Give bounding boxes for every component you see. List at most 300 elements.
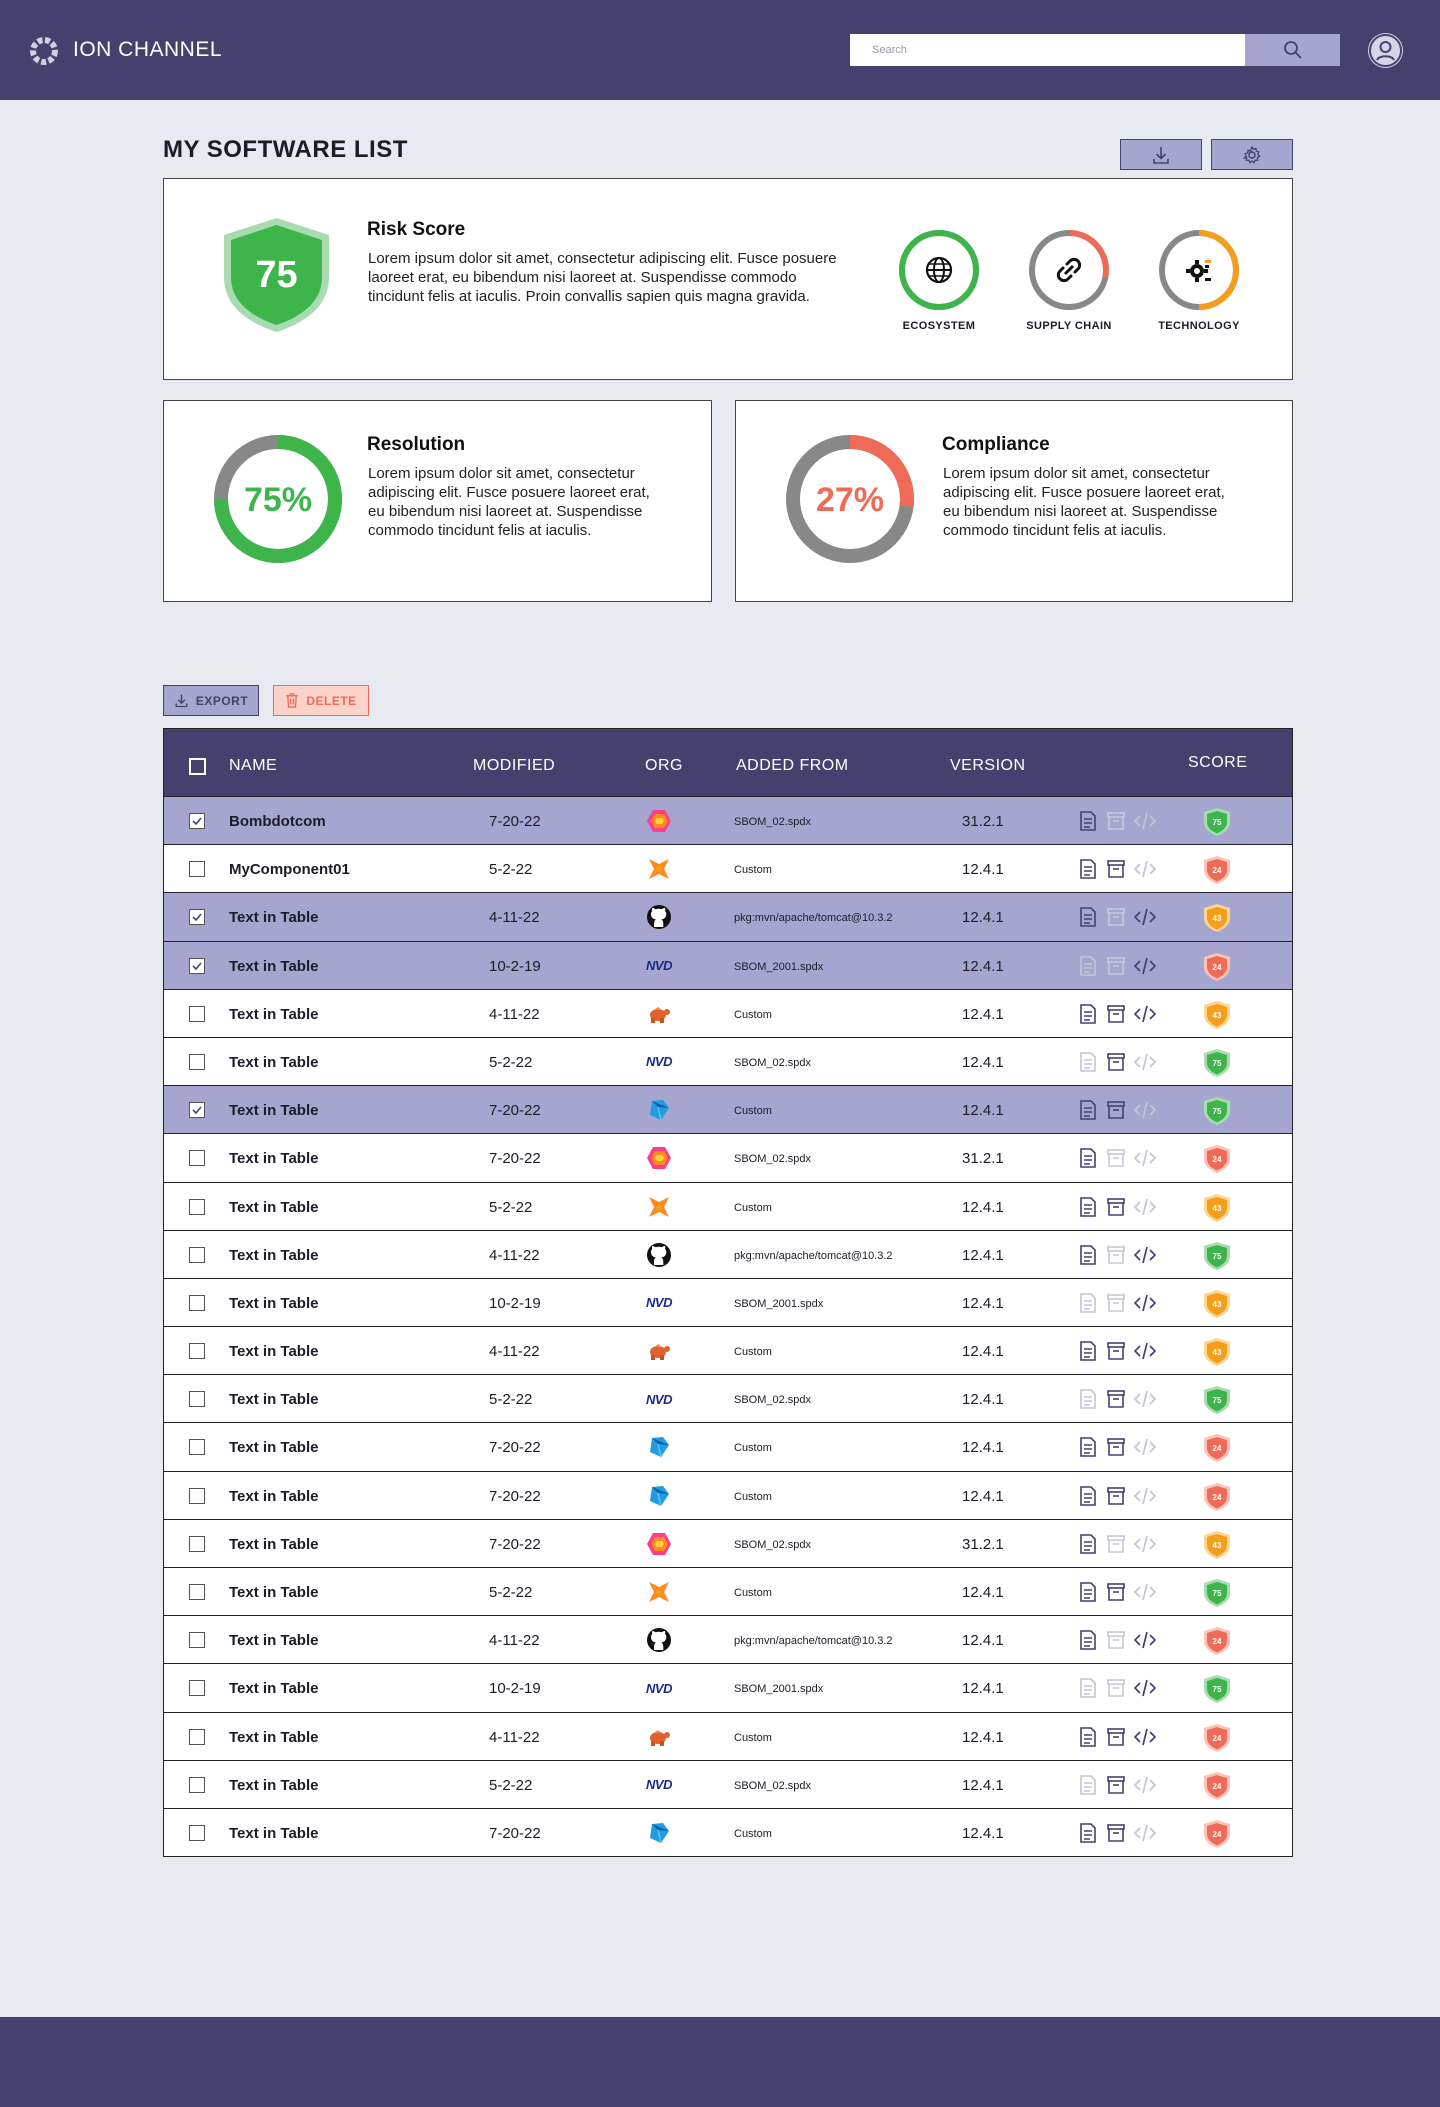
document-icon[interactable] [1077,1629,1099,1651]
ion-channel-logo-icon[interactable] [28,35,60,67]
row-name[interactable]: Text in Table [229,1150,319,1168]
score-badge [1203,1337,1231,1367]
document-icon[interactable] [1077,1774,1099,1796]
check-icon [191,911,203,923]
brand-name[interactable]: ION CHANNEL [73,38,223,61]
table-row[interactable] [164,1085,1292,1133]
compliance-card [735,400,1293,602]
org-nvd-icon: NVD [646,1391,672,1407]
document-icon[interactable] [1077,1677,1099,1699]
search-button[interactable] [1245,34,1340,66]
row-checkbox[interactable] [189,1343,205,1359]
svg-text:43: 43 [1212,1010,1222,1020]
document-icon[interactable] [1077,1147,1099,1169]
row-modified: 5-2-22 [489,861,533,879]
row-added-from: Custom [734,1008,772,1021]
table-row[interactable] [164,1278,1292,1326]
score-badge [1203,1000,1231,1030]
document-icon[interactable] [1077,1726,1099,1748]
code-icon[interactable] [1133,1485,1155,1507]
row-checkbox[interactable] [189,1199,205,1215]
code-icon[interactable] [1133,1388,1155,1410]
row-name[interactable]: Text in Table [229,1005,319,1023]
row-name[interactable]: Text in Table [229,1053,319,1071]
row-version: 12.4.1 [962,1053,1004,1071]
score-badge [1203,1819,1231,1849]
score-badge [1203,1096,1231,1126]
ecosystem-gauge[interactable] [897,228,981,312]
score-badge [1203,1530,1231,1560]
technology-gauge[interactable] [1157,228,1241,312]
row-checkbox[interactable] [189,1825,205,1841]
software-table [163,728,1293,1857]
row-checkbox[interactable] [189,1391,205,1407]
tech-gear-icon [1186,260,1211,282]
row-checkbox[interactable] [189,1247,205,1263]
row-name[interactable]: Text in Table [229,1294,319,1312]
delete-label: DELETE [306,693,357,708]
svg-text:24: 24 [1212,1444,1222,1454]
row-version: 12.4.1 [962,1246,1004,1264]
score-badge [1203,1289,1231,1319]
row-checkbox[interactable] [189,1102,205,1118]
code-icon[interactable] [1133,1629,1155,1651]
table-row[interactable] [164,989,1292,1037]
export-button[interactable] [163,685,259,716]
score-badge [1203,1241,1231,1271]
resolution-description: Lorem ipsum dolor sit amet, consectetur adipiscing elit. Fusce posuere laoreet erat, eu bibendum nisi laoreet at. Suspendisse commodo tincidunt felis at iaculis. [368,465,650,539]
download-button[interactable] [1120,139,1202,170]
row-modified: 4-11-22 [489,1246,540,1264]
header-modified[interactable]: MODIFIED [473,757,556,774]
search-input[interactable] [850,34,1245,66]
row-modified: 5-2-22 [489,1776,533,1794]
row-modified: 4-11-22 [489,909,540,927]
row-version: 12.4.1 [962,1294,1004,1312]
code-icon[interactable] [1133,1581,1155,1603]
row-name[interactable]: Text in Table [229,1246,319,1264]
row-name[interactable]: Text in Table [229,1343,319,1361]
row-checkbox[interactable] [189,1488,205,1504]
compliance-value: 27% [815,481,885,519]
row-modified: 10-2-19 [489,1680,541,1698]
footer-bar [0,2017,1440,2107]
row-checkbox[interactable] [189,1006,205,1022]
document-icon[interactable] [1077,1533,1099,1555]
svg-text:24: 24 [1212,1829,1222,1839]
row-modified: 4-11-22 [489,1728,540,1746]
row-added-from: Custom [734,1105,772,1118]
globe-icon [927,258,951,282]
row-checkbox[interactable] [189,909,205,925]
row-checkbox[interactable] [189,1054,205,1070]
page-title: MY SOFTWARE LIST [163,136,408,163]
row-modified: 7-20-22 [489,1824,541,1842]
table-header [164,729,1292,796]
row-modified: 7-20-22 [489,813,541,830]
row-modified: 7-20-22 [489,1487,541,1505]
archive-icon[interactable] [1105,1822,1127,1844]
header-name[interactable]: NAME [229,757,278,774]
check-icon [191,1104,203,1116]
code-icon[interactable] [1133,810,1155,832]
code-icon[interactable] [1133,1147,1155,1169]
code-icon[interactable] [1133,858,1155,880]
document-icon[interactable] [1077,906,1099,928]
org-github-icon [644,1626,674,1654]
row-modified: 7-20-22 [489,1535,541,1553]
risk-score-title: Risk Score [367,219,466,240]
archive-icon[interactable] [1105,1485,1127,1507]
org-turtle-icon [644,1337,674,1365]
row-checkbox[interactable] [189,813,205,829]
table-row[interactable] [164,844,1292,892]
code-icon[interactable] [1133,1196,1155,1218]
code-icon[interactable] [1133,1003,1155,1025]
code-icon[interactable] [1133,1533,1155,1555]
row-name[interactable]: Text in Table [229,1776,319,1794]
resolution-card [163,400,712,602]
row-name[interactable]: Text in Table [229,1198,319,1216]
score-badge [1203,1578,1231,1608]
row-added-from: SBOM_02.spdx [734,1153,812,1166]
score-badge [1203,1674,1231,1704]
row-version: 31.2.1 [962,1150,1004,1168]
row-version: 31.2.1 [962,1535,1004,1553]
row-added-from: SBOM_02.spdx [734,1779,812,1792]
archive-icon[interactable] [1105,1244,1127,1266]
compliance-description: Lorem ipsum dolor sit amet, consectetur adipiscing elit. Fusce posuere laoreet erat, eu bibendum nisi laoreet at. Suspendisse commodo tincidunt felis at iaculis. [943,465,1225,539]
org-turtle-icon [644,1723,674,1751]
table-row[interactable] [164,941,1292,989]
row-added-from: Custom [734,1587,772,1599]
row-checkbox[interactable] [189,1632,205,1648]
document-icon[interactable] [1077,1196,1099,1218]
svg-text:75: 75 [1212,1396,1222,1406]
row-name[interactable]: Text in Table [229,1824,319,1842]
row-version: 31.2.1 [962,813,1004,830]
document-icon[interactable] [1077,1436,1099,1458]
archive-icon[interactable] [1105,1196,1127,1218]
risk-shield-icon [219,215,334,335]
header-added-from[interactable]: ADDED FROM [736,757,849,774]
code-icon[interactable] [1133,1726,1155,1748]
svg-text:43: 43 [1212,1348,1222,1358]
document-icon[interactable] [1077,1244,1099,1266]
row-modified: 5-2-22 [489,1198,533,1216]
row-modified: 10-2-19 [489,1294,541,1312]
row-version: 12.4.1 [962,1198,1004,1216]
archive-icon[interactable] [1105,906,1127,928]
row-added-from: SBOM_02.spdx [734,816,812,828]
document-icon[interactable] [1077,810,1099,832]
table-row[interactable] [164,892,1292,940]
score-badge [1203,1771,1231,1801]
row-modified: 5-2-22 [489,1053,533,1071]
svg-text:75: 75 [1212,1589,1222,1598]
table-row[interactable] [164,1230,1292,1278]
row-name[interactable]: Text in Table [229,1487,319,1505]
row-name[interactable]: Text in Table [229,1584,319,1601]
svg-text:24: 24 [1212,1781,1222,1791]
row-name[interactable]: Text in Table [229,957,319,975]
table-row[interactable] [164,1326,1292,1374]
code-icon[interactable] [1133,955,1155,977]
document-icon[interactable] [1077,1099,1099,1121]
resolution-donut [210,431,346,567]
table-row[interactable] [164,1567,1292,1615]
delete-button[interactable] [273,685,369,716]
score-badge [1203,1144,1231,1174]
row-modified: 7-20-22 [489,1439,541,1457]
user-avatar-button[interactable] [1368,33,1403,68]
document-icon[interactable] [1077,1292,1099,1314]
row-version: 12.4.1 [962,1439,1004,1457]
row-checkbox[interactable] [189,1536,205,1552]
row-added-from: SBOM_02.spdx [734,1538,812,1551]
org-turtle-icon [644,1000,674,1028]
score-badge [1203,1482,1231,1512]
table-row[interactable] [164,796,1292,844]
score-badge [1203,903,1231,933]
row-added-from: SBOM_2001.spdx [734,1297,824,1310]
row-name[interactable]: Text in Table [229,1102,319,1120]
resolution-value: 75% [243,481,313,519]
export-label: EXPORT [195,693,249,708]
archive-icon[interactable] [1105,955,1127,977]
code-icon[interactable] [1133,1051,1155,1073]
row-added-from: SBOM_02.spdx [734,1394,812,1407]
table-row[interactable] [164,1808,1292,1856]
row-checkbox[interactable] [189,1439,205,1455]
code-icon[interactable] [1133,1340,1155,1362]
document-icon[interactable] [1077,1388,1099,1410]
svg-text:43: 43 [1212,1540,1222,1550]
document-icon[interactable] [1077,858,1099,880]
archive-icon[interactable] [1105,1147,1127,1169]
row-name[interactable]: MyComponent01 [229,861,350,879]
code-icon[interactable] [1133,1436,1155,1458]
archive-icon[interactable] [1105,858,1127,880]
row-checkbox[interactable] [189,958,205,974]
row-version: 12.4.1 [962,1632,1004,1650]
resolution-title: Resolution [367,434,466,455]
code-icon[interactable] [1133,906,1155,928]
row-checkbox[interactable] [189,1777,205,1793]
svg-text:43: 43 [1212,1299,1222,1309]
table-row[interactable] [164,1615,1292,1663]
row-added-from: pkg:mvn/apache/tomcat@10.3.2 [734,1635,893,1648]
table-row[interactable] [164,1471,1292,1519]
svg-text:43: 43 [1212,1203,1222,1213]
header-org[interactable]: ORG [645,757,683,774]
row-checkbox[interactable] [189,1680,205,1696]
technology-label: TECHNOLOGY [1158,320,1240,332]
table-row[interactable] [164,1663,1292,1711]
archive-icon[interactable] [1105,1533,1127,1555]
code-icon[interactable] [1133,1677,1155,1699]
score-badge [1203,1433,1231,1463]
row-checkbox[interactable] [189,1584,205,1600]
search-icon [1283,40,1303,60]
org-dart-icon [644,1482,674,1510]
row-version: 12.4.1 [962,1343,1004,1361]
table-body [164,796,1292,1856]
org-dart-icon [644,1433,674,1461]
code-icon[interactable] [1133,1292,1155,1314]
table-row[interactable] [164,1519,1292,1567]
code-icon[interactable] [1133,1244,1155,1266]
org-star-icon [644,1193,674,1221]
document-icon[interactable] [1077,1581,1099,1603]
risk-score-value: 75 [255,254,298,296]
document-icon[interactable] [1077,1051,1099,1073]
row-name[interactable]: Text in Table [229,1439,319,1457]
row-version: 12.4.1 [962,1680,1004,1698]
row-modified: 4-11-22 [489,1343,540,1361]
document-icon[interactable] [1077,955,1099,977]
compliance-donut [782,431,918,567]
row-name[interactable]: Text in Table [229,1728,319,1746]
row-added-from: pkg:mvn/apache/tomcat@10.3.2 [734,1249,893,1262]
score-badge [1203,952,1231,982]
org-github-icon [644,1241,674,1269]
svg-text:43: 43 [1212,914,1222,924]
top-nav-bar [0,0,1440,100]
archive-icon[interactable] [1105,1436,1127,1458]
code-icon[interactable] [1133,1822,1155,1844]
table-row[interactable] [164,1037,1292,1085]
org-nvd-icon: NVD [646,1777,672,1793]
code-icon[interactable] [1133,1774,1155,1796]
svg-text:24: 24 [1212,1637,1222,1647]
score-badge [1203,807,1231,837]
trash-icon [285,693,299,708]
row-modified: 5-2-22 [489,1391,533,1409]
download-icon [174,693,189,708]
archive-icon[interactable] [1105,1003,1127,1025]
row-checkbox[interactable] [189,1150,205,1166]
archive-icon[interactable] [1105,1340,1127,1362]
score-badge [1203,1723,1231,1753]
table-row[interactable] [164,1182,1292,1230]
row-version: 12.4.1 [962,861,1004,879]
row-version: 12.4.1 [962,1391,1004,1409]
org-dart-icon [644,1096,674,1124]
archive-icon[interactable] [1105,1677,1127,1699]
score-badge [1203,1626,1231,1656]
row-added-from: SBOM_2001.spdx [734,1683,824,1696]
row-version: 12.4.1 [962,1102,1004,1120]
gear-icon [1242,145,1262,165]
archive-icon[interactable] [1105,1292,1127,1314]
row-added-from: Custom [734,1731,772,1744]
settings-button[interactable] [1211,139,1293,170]
document-icon[interactable] [1077,1340,1099,1362]
header-score[interactable]: SCORE [1188,754,1248,771]
row-added-from: Custom [734,1827,772,1840]
svg-text:24: 24 [1212,962,1222,972]
row-checkbox[interactable] [189,1295,205,1311]
score-badge [1203,1193,1231,1223]
row-version: 12.4.1 [962,957,1004,975]
row-added-from: pkg:mvn/apache/tomcat@10.3.2 [734,912,893,925]
select-all-checkbox[interactable] [189,758,206,775]
row-version: 12.4.1 [962,1005,1004,1023]
check-icon [191,960,203,972]
row-added-from: Custom [734,1346,772,1359]
row-checkbox[interactable] [189,1729,205,1745]
row-name[interactable]: Text in Table [229,1632,319,1650]
archive-icon[interactable] [1105,1099,1127,1121]
svg-text:75: 75 [1212,1685,1222,1695]
svg-text:24: 24 [1212,866,1222,876]
row-checkbox[interactable] [189,861,205,877]
org-star-icon [644,1578,674,1606]
archive-icon[interactable] [1105,810,1127,832]
row-modified: 10-2-19 [489,957,541,975]
org-star-icon [644,855,674,883]
row-added-from: Custom [734,1442,772,1455]
document-icon[interactable] [1077,1822,1099,1844]
archive-icon[interactable] [1105,1726,1127,1748]
org-nvd-icon: NVD [646,1680,672,1696]
table-row[interactable] [164,1422,1292,1470]
org-hexagon-icon [644,1530,674,1558]
svg-text:75: 75 [1212,1251,1222,1261]
table-row[interactable] [164,1760,1292,1808]
org-hexagon-icon [644,807,674,835]
archive-icon[interactable] [1105,1388,1127,1410]
header-version[interactable]: VERSION [950,757,1026,774]
row-added-from: SBOM_2001.spdx [734,960,824,973]
row-added-from: Custom [734,1490,772,1503]
download-icon [1151,145,1171,165]
org-nvd-icon: NVD [646,1295,672,1311]
row-name[interactable]: Text in Table [229,909,319,927]
table-row[interactable] [164,1133,1292,1181]
row-version: 12.4.1 [962,909,1004,927]
row-added-from: Custom [734,1201,772,1214]
row-name[interactable]: Bombdotcom [229,813,326,830]
org-nvd-icon: NVD [646,1054,672,1070]
svg-text:75: 75 [1212,1058,1222,1068]
row-version: 12.4.1 [962,1584,1004,1601]
code-icon[interactable] [1133,1099,1155,1121]
archive-icon[interactable] [1105,1581,1127,1603]
org-nvd-icon: NVD [646,958,672,974]
table-row[interactable] [164,1712,1292,1760]
supply-chain-gauge[interactable] [1027,228,1111,312]
row-modified: 7-20-22 [489,1150,541,1168]
table-row[interactable] [164,1374,1292,1422]
row-version: 12.4.1 [962,1776,1004,1794]
org-github-icon [644,903,674,931]
supply-chain-label: SUPPLY CHAIN [1026,320,1112,332]
archive-icon[interactable] [1105,1774,1127,1796]
row-name[interactable]: Text in Table [229,1535,319,1553]
svg-text:24: 24 [1212,1492,1222,1502]
score-badge [1203,1385,1231,1415]
row-name[interactable]: Text in Table [229,1680,319,1698]
document-icon[interactable] [1077,1485,1099,1507]
archive-icon[interactable] [1105,1629,1127,1651]
row-name[interactable]: Text in Table [229,1391,319,1409]
ecosystem-label: ECOSYSTEM [902,320,976,332]
document-icon[interactable] [1077,1003,1099,1025]
archive-icon[interactable] [1105,1051,1127,1073]
svg-text:75: 75 [1212,818,1222,827]
